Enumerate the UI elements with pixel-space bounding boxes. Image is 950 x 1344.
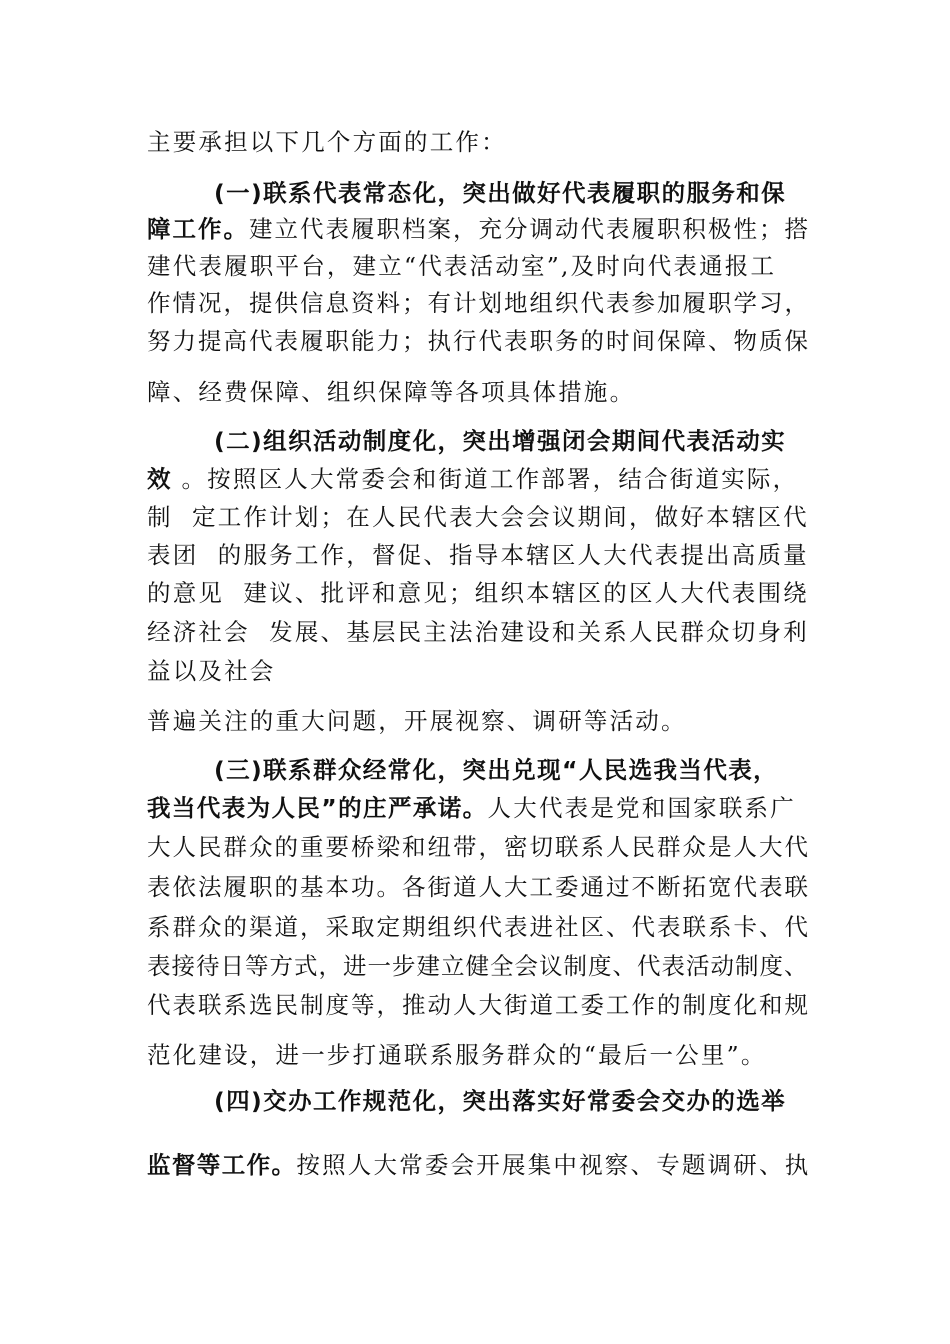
section-2-text-line: 经济社会 发展、基层民主法治建设和关系人民群众切身利 bbox=[147, 618, 809, 646]
section-3-line-2 bbox=[147, 793, 796, 823]
section-1-heading: (一)联系代表常态化，突出做好代表履职的服务和保 bbox=[214, 179, 787, 207]
section-3-text-line: 大人民群众的重要桥梁和纽带，密切联系人民群众是人大代 bbox=[147, 833, 810, 861]
section-4-heading: (四)交办工作规范化，突出落实好常委会交办的选举 bbox=[214, 1087, 787, 1115]
section-2-text-line: 普遍关注的重大问题，开展视察、调研等活动。 bbox=[147, 707, 687, 735]
section-2-text-line: 制 定工作计划；在人民代表大会会议期间，做好本辖区代 bbox=[147, 503, 809, 531]
section-3-heading: (三)联系群众经常化，突出兑现“人民选我当代表， bbox=[214, 756, 779, 784]
section-1-text-line: 建代表履职平台，建立“代表活动室”,及时向代表通报工 bbox=[147, 252, 777, 280]
section-2-line-2 bbox=[147, 464, 798, 494]
section-3-text-line: 表接待日等方式，进一步建立健全会议制度、代表活动制度、 bbox=[147, 952, 809, 980]
section-1-text-line: 障、经费保障、组织保障等各项具体措施。 bbox=[147, 378, 636, 406]
section-4-text-start: 按照人大常委会开展集中视察、专题调研、执 bbox=[296, 1151, 811, 1179]
section-2-text-line: 表团 的服务工作，督促、指导本辖区人大代表提出高质量 bbox=[147, 541, 809, 569]
section-2-text-line: 益以及社会 bbox=[147, 657, 276, 685]
section-2-text-line: 的意见 建议、批评和意见；组织本辖区的区人大代表围绕 bbox=[147, 579, 809, 607]
section-3-text-start: 人大代表是党和国家联系广 bbox=[487, 794, 796, 822]
section-3-text-line: 范化建设，进一步打通联系服务群众的“最后一公里”。 bbox=[147, 1041, 767, 1069]
section-2-heading: (二)组织活动制度化，突出增强闭会期间代表活动实 bbox=[214, 427, 787, 455]
section-3-heading-tail: 我当代表为人民”的庄严承诺。 bbox=[147, 794, 488, 822]
section-1-text-line: 努力提高代表履职能力；执行代表职务的时间保障、物质保 bbox=[147, 327, 810, 355]
intro-line: 主要承担以下几个方面的工作： bbox=[147, 128, 507, 156]
section-1-heading-tail: 障工作。 bbox=[147, 215, 249, 243]
section-1-text-start: 建立代表履职档案，充分调动代表履职积极性；搭 bbox=[249, 215, 810, 243]
section-4-line-2 bbox=[147, 1150, 810, 1180]
section-3-text-line: 系群众的渠道，采取定期组织代表进社区、代表联系卡、代 bbox=[147, 913, 810, 941]
section-3-text-line: 代表联系选民制度等，推动人大街道工委工作的制度化和规 bbox=[147, 991, 810, 1019]
section-4-heading-tail: 监督等工作。 bbox=[147, 1151, 297, 1179]
section-1-text-line: 作情况，提供信息资料；有计划地组织代表参加履职学习， bbox=[147, 289, 810, 317]
section-1-line-2 bbox=[147, 214, 810, 244]
section-2-text-start: 。按照区人大常委会和街道工作部署，结合街道实际， bbox=[181, 465, 799, 493]
section-3-text-line: 表依法履职的基本功。各街道人大工委通过不断拓宽代表联 bbox=[147, 873, 810, 901]
section-2-heading-tail: 效 bbox=[147, 465, 182, 493]
